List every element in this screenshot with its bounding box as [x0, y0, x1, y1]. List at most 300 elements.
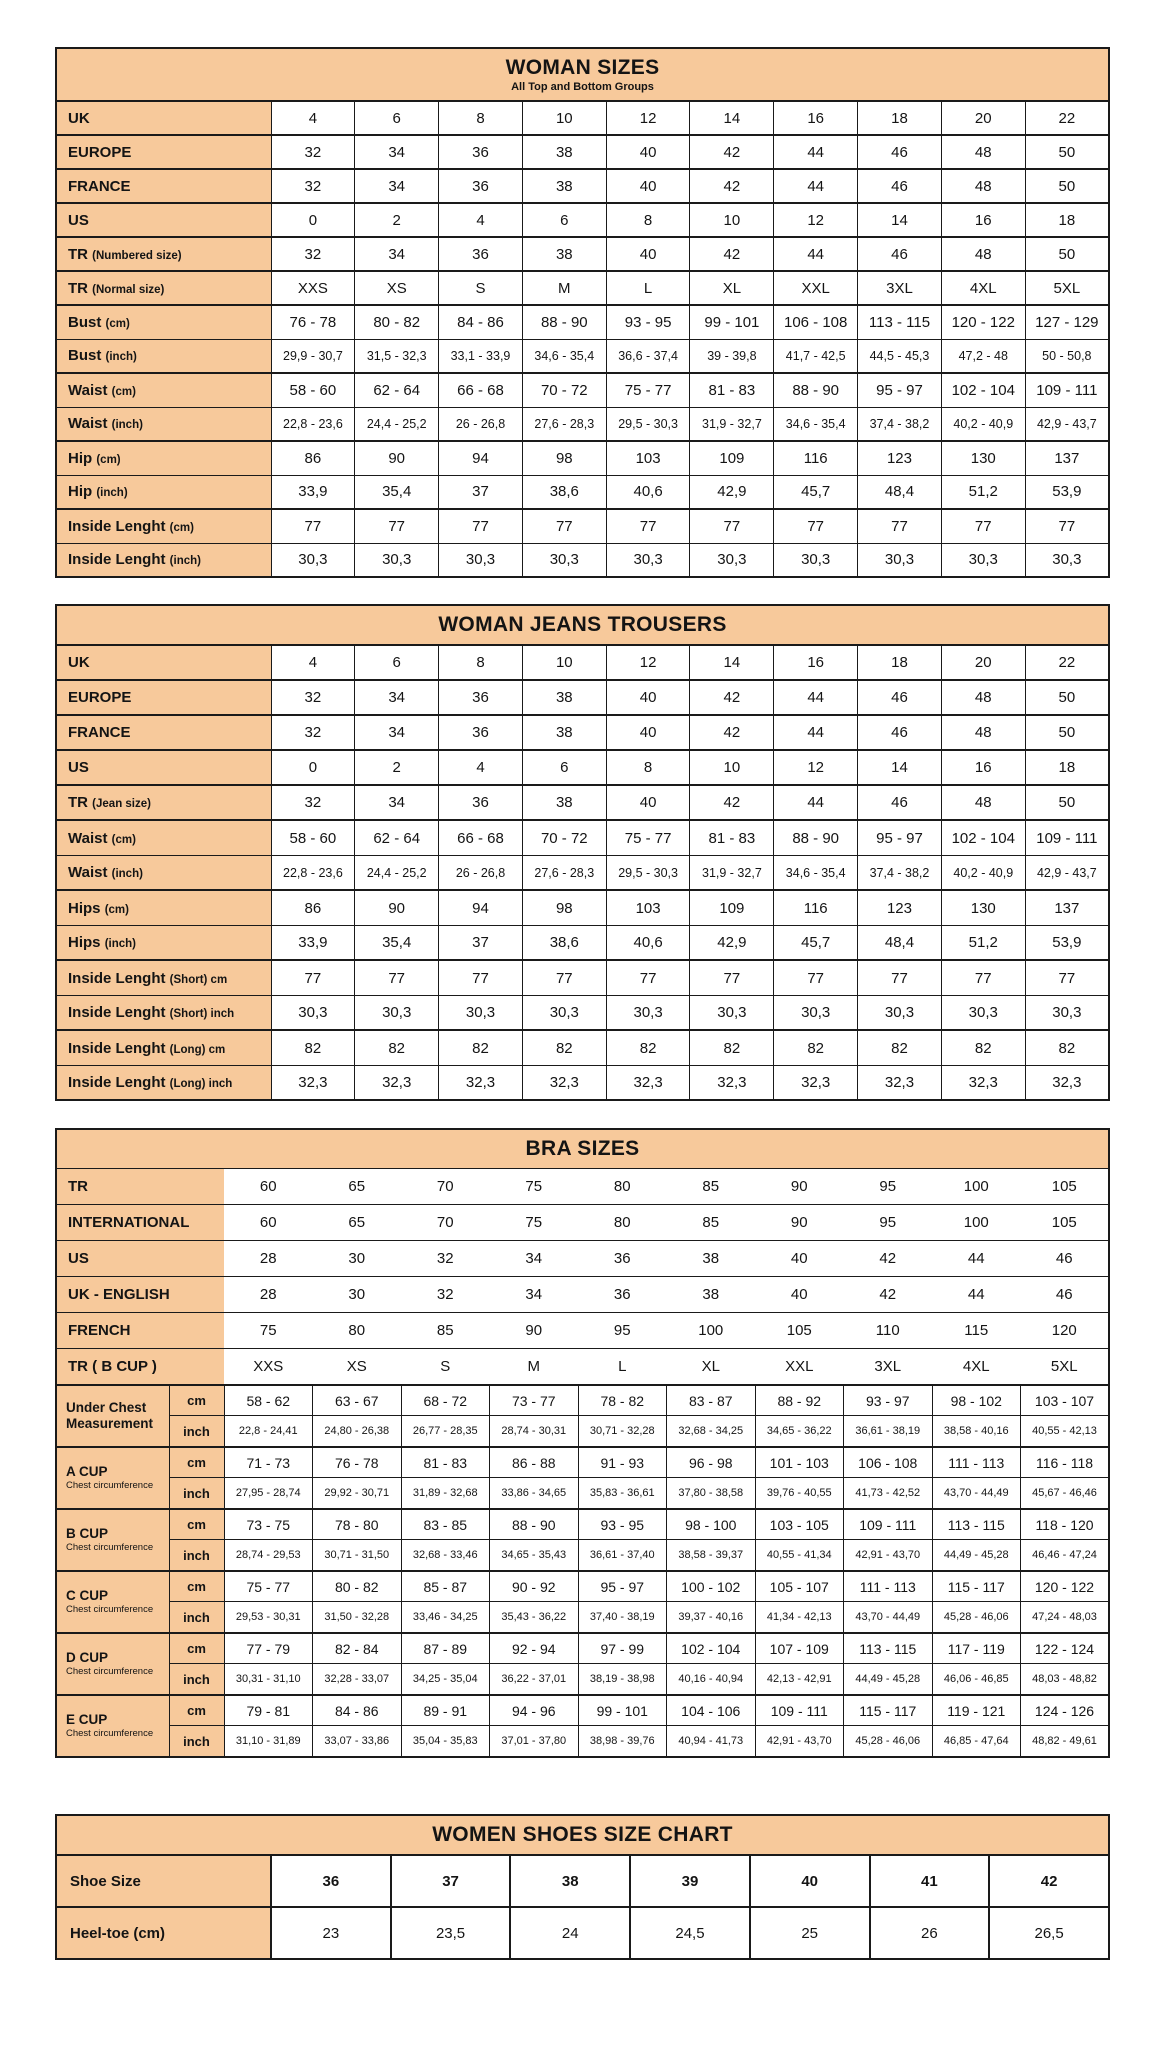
size-value: 46 [858, 135, 942, 169]
row-label [56, 680, 271, 715]
row-label [56, 715, 271, 750]
size-value: 99 - 101 [690, 305, 774, 339]
size-value: 38 [522, 785, 606, 820]
size-value: 45,28 - 46,06 [932, 1602, 1021, 1633]
table-row [56, 101, 1109, 135]
size-value: 34 [355, 715, 439, 750]
size-value: 4XL [932, 1349, 1021, 1385]
size-value: 30 [313, 1241, 402, 1277]
size-value: 77 [606, 960, 690, 995]
size-value: 42,13 - 42,91 [755, 1664, 844, 1695]
table-row [56, 475, 1109, 509]
table-row [56, 890, 1109, 925]
size-value: 5XL [1021, 1349, 1110, 1385]
size-value: 50 [1025, 785, 1109, 820]
row-label [56, 1241, 224, 1277]
row-label [56, 169, 271, 203]
size-value: 77 [271, 960, 355, 995]
size-value: 30,3 [1025, 543, 1109, 577]
row-label [56, 203, 271, 237]
size-value: 88 - 92 [755, 1385, 844, 1416]
table-row [56, 645, 1109, 680]
size-value: 50 [1025, 237, 1109, 271]
size-value: 120 [1021, 1313, 1110, 1349]
row-label [56, 407, 271, 441]
size-value: 34,6 - 35,4 [522, 339, 606, 373]
size-value: 41,34 - 42,13 [755, 1602, 844, 1633]
size-value: 40 [606, 169, 690, 203]
size-value: 30,3 [690, 543, 774, 577]
size-value: 73 - 77 [490, 1385, 579, 1416]
size-value: 29,5 - 30,3 [606, 855, 690, 890]
bra-sizes-table [55, 1128, 1110, 1758]
size-value: 82 [355, 1030, 439, 1065]
table-row [56, 339, 1109, 373]
size-value: 46,85 - 47,64 [932, 1726, 1021, 1757]
size-value: 42,9 [690, 475, 774, 509]
cup-row-cm [56, 1385, 1109, 1416]
shoe-size-body [56, 1855, 1109, 1959]
row-label [56, 855, 271, 890]
size-value: 40 [755, 1241, 844, 1277]
size-value: 113 - 115 [858, 305, 942, 339]
size-value: 30,3 [606, 995, 690, 1030]
size-value: 90 [755, 1169, 844, 1205]
table-row [56, 441, 1109, 475]
table-row [56, 407, 1109, 441]
size-value: S [401, 1349, 490, 1385]
row-label-text: Heel-toe (cm) [70, 1924, 166, 1942]
cup-row-cm [56, 1509, 1109, 1540]
size-value: 71 - 73 [224, 1447, 313, 1478]
size-value: 111 - 113 [932, 1447, 1021, 1478]
row-label [56, 271, 271, 305]
size-value: 25 [750, 1907, 870, 1959]
row-label-sub: (cm) [169, 521, 194, 534]
size-value: 80 - 82 [355, 305, 439, 339]
size-value: 41,7 - 42,5 [774, 339, 858, 373]
size-value: 113 - 115 [932, 1509, 1021, 1540]
size-value: 30,3 [690, 995, 774, 1030]
size-value: 93 - 97 [844, 1385, 933, 1416]
size-value: 116 - 118 [1021, 1447, 1110, 1478]
size-value: 130 [941, 441, 1025, 475]
size-value: 77 [522, 960, 606, 995]
size-value: 32 [271, 169, 355, 203]
size-value: 29,5 - 30,3 [606, 407, 690, 441]
row-label-sub: (cm) [96, 453, 121, 466]
row-label-text: Shoe Size [70, 1872, 141, 1890]
size-value: 35,04 - 35,83 [401, 1726, 490, 1757]
size-value: 37,4 - 38,2 [858, 855, 942, 890]
cup-label-text: A CUP [66, 1464, 108, 1480]
size-value: XL [667, 1349, 756, 1385]
size-value: 78 - 82 [578, 1385, 667, 1416]
size-value: 18 [858, 101, 942, 135]
size-value: 36,61 - 37,40 [578, 1540, 667, 1571]
size-value: 38 [522, 237, 606, 271]
size-value: 33,9 [271, 475, 355, 509]
size-value: 48 [941, 237, 1025, 271]
row-label [56, 101, 271, 135]
size-value: 75 - 77 [606, 820, 690, 855]
size-value: 115 - 117 [932, 1571, 1021, 1602]
size-value: 46 [858, 169, 942, 203]
size-value: 31,5 - 32,3 [355, 339, 439, 373]
size-value: XL [690, 271, 774, 305]
size-value: 88 - 90 [522, 305, 606, 339]
size-value: 77 [774, 509, 858, 543]
size-value: 117 - 119 [932, 1633, 1021, 1664]
size-value: 30,71 - 31,50 [313, 1540, 402, 1571]
size-value: 6 [522, 203, 606, 237]
size-value: 123 [858, 441, 942, 475]
size-value: 5XL [1025, 271, 1109, 305]
size-value: 75 [490, 1205, 579, 1241]
size-value: 103 - 105 [755, 1509, 844, 1540]
table-row [56, 1241, 1109, 1277]
table-row [56, 271, 1109, 305]
size-value: 39 - 39,8 [690, 339, 774, 373]
size-value: 35,4 [355, 925, 439, 960]
size-value: 84 - 86 [439, 305, 523, 339]
size-value: 30,3 [858, 543, 942, 577]
size-value: 46,46 - 47,24 [1021, 1540, 1110, 1571]
size-value: 32 [271, 785, 355, 820]
size-value: 45,7 [774, 925, 858, 960]
size-value: 33,9 [271, 925, 355, 960]
size-value: 40,6 [606, 475, 690, 509]
size-value: 32 [271, 715, 355, 750]
size-value: 42,91 - 43,70 [844, 1540, 933, 1571]
size-value: 77 [941, 509, 1025, 543]
size-value: 46 [858, 715, 942, 750]
cup-label-sub: Chest circumference [66, 1727, 154, 1739]
size-value: 22,8 - 24,41 [224, 1416, 313, 1447]
row-label [56, 475, 271, 509]
cup-label-text: Under Chest Measurement [66, 1400, 154, 1431]
row-label [56, 237, 271, 271]
size-value: 36 [439, 680, 523, 715]
size-value: 46 [858, 680, 942, 715]
size-value: 40 [606, 680, 690, 715]
size-value: M [490, 1349, 579, 1385]
size-value: 77 [522, 509, 606, 543]
size-value: 79 - 81 [224, 1695, 313, 1726]
table-row [56, 995, 1109, 1030]
size-value: 16 [774, 645, 858, 680]
size-value: 2 [355, 750, 439, 785]
woman-jeans-body [56, 645, 1109, 1100]
size-value: 105 [755, 1313, 844, 1349]
size-value: 38 [522, 135, 606, 169]
size-value: 34,6 - 35,4 [774, 855, 858, 890]
size-value: 88 - 90 [774, 820, 858, 855]
size-value: L [578, 1349, 667, 1385]
cup-label-sub: Chest circumference [66, 1603, 154, 1615]
size-value: 77 [941, 960, 1025, 995]
size-value: 62 - 64 [355, 820, 439, 855]
size-value: 34,25 - 35,04 [401, 1664, 490, 1695]
size-value: 90 [355, 890, 439, 925]
size-value: 93 - 95 [578, 1509, 667, 1540]
size-value: 12 [606, 645, 690, 680]
size-value: 100 [932, 1169, 1021, 1205]
size-value: 85 - 87 [401, 1571, 490, 1602]
row-label [56, 373, 271, 407]
size-value: 42 [844, 1241, 933, 1277]
table-row [56, 1349, 1109, 1385]
size-value: 36 [578, 1241, 667, 1277]
row-label-text: Bust [68, 313, 102, 331]
size-value: 31,89 - 32,68 [401, 1478, 490, 1509]
size-value: 40,55 - 42,13 [1021, 1416, 1110, 1447]
size-value: 95 [578, 1313, 667, 1349]
size-value: 43,70 - 44,49 [932, 1478, 1021, 1509]
size-value: 82 [439, 1030, 523, 1065]
size-value: 137 [1025, 441, 1109, 475]
cup-label-text: E CUP [66, 1712, 108, 1728]
row-label-sub: (Short) inch [169, 1008, 235, 1021]
size-value: 24,4 - 25,2 [355, 407, 439, 441]
size-value: L [606, 271, 690, 305]
table-title-cell [56, 48, 1109, 101]
size-value: 32,3 [271, 1065, 355, 1100]
size-value: 47,2 - 48 [941, 339, 1025, 373]
row-label [56, 135, 271, 169]
size-value: 28,74 - 30,31 [490, 1416, 579, 1447]
cup-row-label [56, 1385, 169, 1447]
size-value: 34 [355, 135, 439, 169]
row-label [56, 441, 271, 475]
size-value: 2 [355, 203, 439, 237]
size-value: 84 - 86 [313, 1695, 402, 1726]
size-value: 37 [391, 1855, 511, 1907]
size-value: 36 [439, 715, 523, 750]
size-value: 38 [667, 1277, 756, 1313]
row-label-sub: (Normal size) [92, 283, 165, 296]
size-value: 22 [1025, 101, 1109, 135]
row-label [56, 1030, 271, 1065]
size-value: 29,92 - 30,71 [313, 1478, 402, 1509]
table-title-cell [56, 1815, 1109, 1855]
unit-cm-label: cm [169, 1447, 224, 1478]
size-value: 62 - 64 [355, 373, 439, 407]
size-value: 70 - 72 [522, 820, 606, 855]
size-value: 6 [522, 750, 606, 785]
table-row [56, 305, 1109, 339]
size-value: 77 - 79 [224, 1633, 313, 1664]
size-value: 30,3 [522, 543, 606, 577]
size-value: 39,37 - 40,16 [667, 1602, 756, 1633]
size-value: 95 - 97 [578, 1571, 667, 1602]
size-value: 42 [690, 169, 774, 203]
size-value: 103 [606, 890, 690, 925]
size-value: 44 [774, 785, 858, 820]
size-value: 122 - 124 [1021, 1633, 1110, 1664]
bra-sizes-header [56, 1129, 1109, 1169]
size-value: 27,6 - 28,3 [522, 855, 606, 890]
table-row [56, 680, 1109, 715]
size-value: 78 - 80 [313, 1509, 402, 1540]
size-value: 77 [690, 509, 774, 543]
row-label-text: Waist [68, 864, 108, 882]
size-value: 38 [667, 1241, 756, 1277]
size-value: 90 - 92 [490, 1571, 579, 1602]
size-value: 8 [606, 203, 690, 237]
size-value: 103 - 107 [1021, 1385, 1110, 1416]
size-value: 4 [439, 750, 523, 785]
size-value: 77 [858, 960, 942, 995]
size-value: 30,31 - 31,10 [224, 1664, 313, 1695]
size-value: 23,5 [391, 1907, 511, 1959]
cup-row-cm [56, 1447, 1109, 1478]
size-value: 51,2 [941, 475, 1025, 509]
size-value: 33,46 - 34,25 [401, 1602, 490, 1633]
size-value: 4 [271, 101, 355, 135]
size-value: 109 [690, 890, 774, 925]
size-value: 118 - 120 [1021, 1509, 1110, 1540]
row-label-text: TR ( B CUP ) [68, 1358, 157, 1376]
row-label-text: Inside Lenght [68, 969, 166, 987]
size-value: 12 [774, 750, 858, 785]
size-value: 39 [630, 1855, 750, 1907]
unit-inch-label: inch [169, 1602, 224, 1633]
size-value: 35,83 - 36,61 [578, 1478, 667, 1509]
bra-size-systems-body [56, 1169, 1109, 1385]
size-value: 83 - 87 [667, 1385, 756, 1416]
size-value: 30,3 [522, 995, 606, 1030]
size-value: 42 [690, 715, 774, 750]
size-value: 98 - 102 [932, 1385, 1021, 1416]
size-value: 127 - 129 [1025, 305, 1109, 339]
size-value: 14 [858, 203, 942, 237]
size-value: 32,3 [1025, 1065, 1109, 1100]
size-value: 34,65 - 36,22 [755, 1416, 844, 1447]
size-value: 102 - 104 [941, 373, 1025, 407]
size-value: 38 [522, 715, 606, 750]
row-label [56, 820, 271, 855]
row-label-text: Inside Lenght [68, 517, 166, 535]
row-label-sub: (cm) [105, 317, 130, 330]
size-value: 124 - 126 [1021, 1695, 1110, 1726]
size-value: XXS [271, 271, 355, 305]
size-value: 105 [1021, 1205, 1110, 1241]
size-value: 42,91 - 43,70 [755, 1726, 844, 1757]
size-value: 77 [355, 509, 439, 543]
size-value: 80 - 82 [313, 1571, 402, 1602]
size-value: 30,3 [941, 543, 1025, 577]
size-value: 36 [439, 169, 523, 203]
size-value: 98 [522, 890, 606, 925]
size-value: 44 [774, 135, 858, 169]
row-label-text: FRANCE [68, 724, 131, 742]
size-value: 14 [690, 101, 774, 135]
row-label-text: UK - ENGLISH [68, 1286, 170, 1304]
size-value: 45,28 - 46,06 [844, 1726, 933, 1757]
size-value: 70 [401, 1169, 490, 1205]
row-label [56, 509, 271, 543]
size-value: 137 [1025, 890, 1109, 925]
size-value: 32,3 [774, 1065, 858, 1100]
size-value: 76 - 78 [313, 1447, 402, 1478]
size-value: 32 [401, 1277, 490, 1313]
row-label-text: US [68, 1250, 89, 1268]
table-row [56, 373, 1109, 407]
size-value: 34 [490, 1277, 579, 1313]
size-value: 109 [690, 441, 774, 475]
row-label-sub: (inch) [105, 351, 137, 364]
size-value: 44,49 - 45,28 [844, 1664, 933, 1695]
size-value: 32,28 - 33,07 [313, 1664, 402, 1695]
size-value: 38,98 - 39,76 [578, 1726, 667, 1757]
size-value: 34 [355, 785, 439, 820]
size-value: 82 [941, 1030, 1025, 1065]
size-value: 90 [355, 441, 439, 475]
size-value: 94 - 96 [490, 1695, 579, 1726]
table-title: WOMEN SHOES SIZE CHART [432, 1822, 733, 1846]
size-value: 48 [941, 680, 1025, 715]
unit-cm-label: cm [169, 1509, 224, 1540]
size-value: 50 [1025, 680, 1109, 715]
size-value: 48 [941, 169, 1025, 203]
size-value: 86 - 88 [490, 1447, 579, 1478]
size-value: 8 [439, 645, 523, 680]
size-value: 42,9 - 43,7 [1025, 855, 1109, 890]
table-title-row [56, 1129, 1109, 1169]
size-value: 32 [271, 680, 355, 715]
size-value: 22,8 - 23,6 [271, 855, 355, 890]
size-value: 82 [1025, 1030, 1109, 1065]
size-value: 6 [355, 101, 439, 135]
size-value: 40 [606, 237, 690, 271]
size-value: 116 [774, 441, 858, 475]
size-value: 40,55 - 41,34 [755, 1540, 844, 1571]
size-value: 30,3 [941, 995, 1025, 1030]
table-title-row [56, 1815, 1109, 1855]
cup-row-label [56, 1571, 169, 1633]
unit-inch-label: inch [169, 1478, 224, 1509]
row-label [56, 1907, 271, 1959]
size-value: 33,1 - 33,9 [439, 339, 523, 373]
table-row [56, 1313, 1109, 1349]
size-value: 44 [774, 169, 858, 203]
row-label-text: INTERNATIONAL [68, 1214, 190, 1232]
row-label-sub: (inch) [96, 487, 128, 500]
row-label-sub: (inch) [111, 868, 143, 881]
size-value: 38 [522, 680, 606, 715]
size-value: 100 [932, 1205, 1021, 1241]
size-value: 86 [271, 890, 355, 925]
row-label-text: UK [68, 654, 90, 672]
row-label [56, 1349, 224, 1385]
table-title: WOMAN JEANS TROUSERS [438, 613, 727, 637]
size-value: 30,3 [355, 995, 439, 1030]
size-value: 32,68 - 34,25 [667, 1416, 756, 1447]
size-value: 82 [858, 1030, 942, 1065]
size-value: 37,4 - 38,2 [858, 407, 942, 441]
size-value: 85 [667, 1169, 756, 1205]
size-value: 8 [606, 750, 690, 785]
row-label-text: Inside Lenght [68, 1004, 166, 1022]
size-value: 30 [313, 1277, 402, 1313]
size-value: 104 - 106 [667, 1695, 756, 1726]
table-row [56, 135, 1109, 169]
size-value: 48,4 [858, 475, 942, 509]
row-label-text: Waist [68, 415, 108, 433]
size-value: 40 [606, 715, 690, 750]
size-value: 50 - 50,8 [1025, 339, 1109, 373]
